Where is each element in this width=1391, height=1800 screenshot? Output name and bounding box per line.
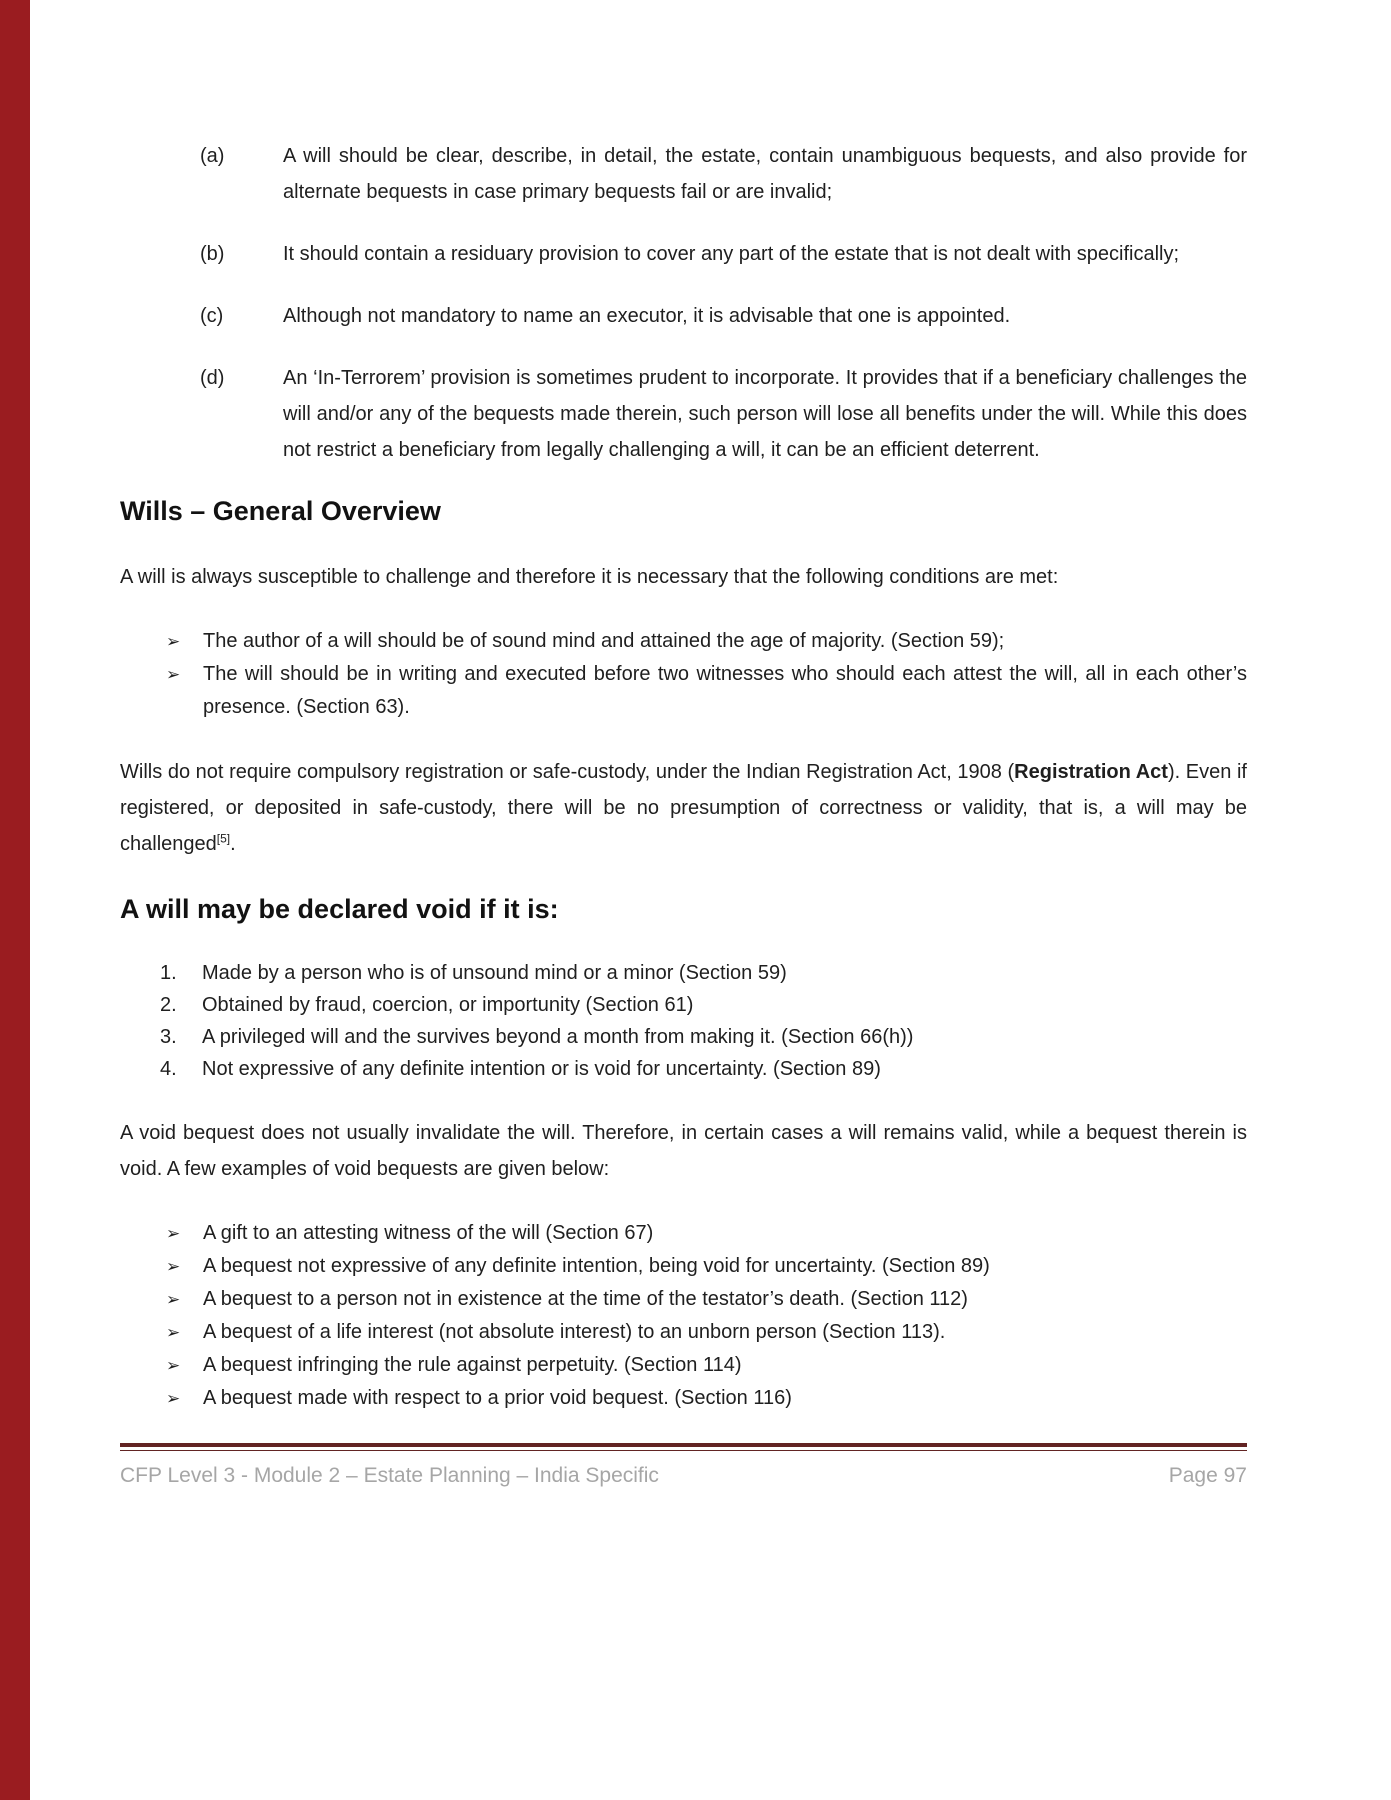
section-heading-wills-general-overview: Wills – General Overview bbox=[120, 496, 441, 526]
arrow-bullet-icon: ➢ bbox=[166, 1389, 181, 1409]
list-item-text: A bequest of a life interest (not absolute interest) to an unborn person (Section 113). bbox=[203, 1321, 946, 1344]
lettered-item-text: It should contain a residuary provision to cover any part of the estate that is not dealt with specifically; bbox=[283, 243, 1180, 265]
lettered-item-label: (d) bbox=[200, 367, 225, 389]
lettered-item-label: (b) bbox=[200, 243, 225, 265]
page-footer bbox=[120, 1443, 1247, 1488]
list-item-text: A bequest not expressive of any definite intention, being void for uncertainty. (Section 89) bbox=[203, 1255, 990, 1278]
document-content bbox=[120, 0, 1247, 1445]
footer-divider-rule bbox=[120, 1443, 1247, 1451]
list-item bbox=[120, 1217, 1247, 1250]
lettered-item-text: A will should be clear, describe, in detail, the estate, contain unambiguous bequests, and also provide for alternate bequests in case primary bequests fail or are invalid; bbox=[283, 145, 1247, 203]
arrow-bullet-list-conditions bbox=[120, 625, 1247, 724]
list-item bbox=[120, 957, 1247, 989]
arrow-bullet-icon: ➢ bbox=[166, 1290, 181, 1310]
lettered-item-a bbox=[120, 138, 1247, 210]
list-item-text: A bequest infringing the rule against perpetuity. (Section 114) bbox=[203, 1354, 742, 1377]
paragraph-segment: . bbox=[230, 833, 236, 856]
list-item bbox=[120, 1053, 1247, 1085]
lettered-item-c bbox=[120, 298, 1247, 334]
paragraph-will-challenge: A will is always susceptible to challenge and therefore it is necessary that the following conditions are met: bbox=[120, 566, 1059, 589]
list-item-number: 3. bbox=[160, 1026, 177, 1049]
arrow-bullet-icon: ➢ bbox=[166, 1323, 181, 1343]
lettered-item-b bbox=[120, 236, 1247, 272]
arrow-bullet-icon: ➢ bbox=[166, 1257, 181, 1277]
section-heading-will-declared-void: A will may be declared void if it is: bbox=[120, 894, 559, 925]
list-item-text: Obtained by fraud, coercion, or importunity (Section 61) bbox=[202, 994, 694, 1017]
left-accent-bar bbox=[0, 0, 30, 1800]
list-item bbox=[120, 1349, 1247, 1382]
arrow-bullet-icon: ➢ bbox=[166, 665, 181, 685]
list-item bbox=[120, 1283, 1247, 1316]
arrow-bullet-icon: ➢ bbox=[166, 1356, 181, 1376]
arrow-bullet-list-void-bequests bbox=[120, 1217, 1247, 1415]
list-item-text: The author of a will should be of sound mind and attained the age of majority. (Section 59); bbox=[203, 630, 1005, 653]
paragraph-segment: Wills do not require compulsory registration or safe-custody, under the Indian Registration Act, 1908 ( bbox=[120, 761, 1015, 784]
list-item bbox=[120, 1316, 1247, 1349]
list-item bbox=[120, 625, 1247, 658]
lettered-item-label: (a) bbox=[200, 145, 225, 167]
list-item-number: 4. bbox=[160, 1058, 177, 1081]
list-item-text: Not expressive of any definite intention or is void for uncertainty. (Section 89) bbox=[202, 1058, 881, 1081]
list-item-number: 1. bbox=[160, 962, 177, 985]
list-item bbox=[120, 1250, 1247, 1283]
lettered-item-text: An ‘In-Terrorem’ provision is sometimes prudent to incorporate. It provides that if a beneficiary challenges the will and/or any of the bequests made therein, such person will lose all benefits under the will. While this does not restrict a beneficiary from legally challenging a will, it can be an efficient deterrent. bbox=[283, 367, 1247, 461]
footer-text-row bbox=[120, 1464, 1247, 1488]
list-item-text: A gift to an attesting witness of the will (Section 67) bbox=[203, 1222, 654, 1245]
list-item-text: A bequest to a person not in existence at the time of the testator’s death. (Section 112) bbox=[203, 1288, 968, 1311]
footer-course-title: CFP Level 3 - Module 2 – Estate Planning – India Specific bbox=[120, 1464, 659, 1487]
paragraph-segment: ). Even if registered, or deposited in safe-custody, there will be no presumption of correctness or validity, that is, a will may be challenged bbox=[120, 761, 1247, 856]
list-item-text: A privileged will and the survives beyond a month from making it. (Section 66(h)) bbox=[202, 1026, 914, 1049]
lettered-item-label: (c) bbox=[200, 305, 224, 327]
paragraph-void-bequest: A void bequest does not usually invalidate the will. Therefore, in certain cases a will remains valid, while a bequest therein is void. A few examples of void bequests are given below: bbox=[120, 1122, 1247, 1181]
numbered-list-void-conditions bbox=[120, 957, 1247, 1085]
arrow-bullet-icon: ➢ bbox=[166, 632, 181, 652]
footer-page-number: Page 97 bbox=[1168, 1464, 1247, 1487]
list-item bbox=[120, 989, 1247, 1021]
list-item-text: The will should be in writing and executed before two witnesses who should each attest the will, all in each other’s presence. (Section 63). bbox=[203, 663, 1247, 719]
list-item-number: 2. bbox=[160, 994, 177, 1017]
lettered-item-d bbox=[120, 360, 1247, 468]
list-item bbox=[120, 658, 1247, 724]
list-item bbox=[120, 1382, 1247, 1415]
list-item-text: Made by a person who is of unsound mind or a minor (Section 59) bbox=[202, 962, 787, 985]
arrow-bullet-icon: ➢ bbox=[166, 1224, 181, 1244]
list-item bbox=[120, 1021, 1247, 1053]
bold-registration-act: Registration Act bbox=[1014, 761, 1168, 784]
list-item-text: A bequest made with respect to a prior void bequest. (Section 116) bbox=[203, 1387, 792, 1410]
lettered-item-text: Although not mandatory to name an executor, it is advisable that one is appointed. bbox=[283, 305, 1011, 327]
footnote-reference-5: [5] bbox=[216, 831, 231, 846]
paragraph-registration-act bbox=[120, 754, 1247, 862]
